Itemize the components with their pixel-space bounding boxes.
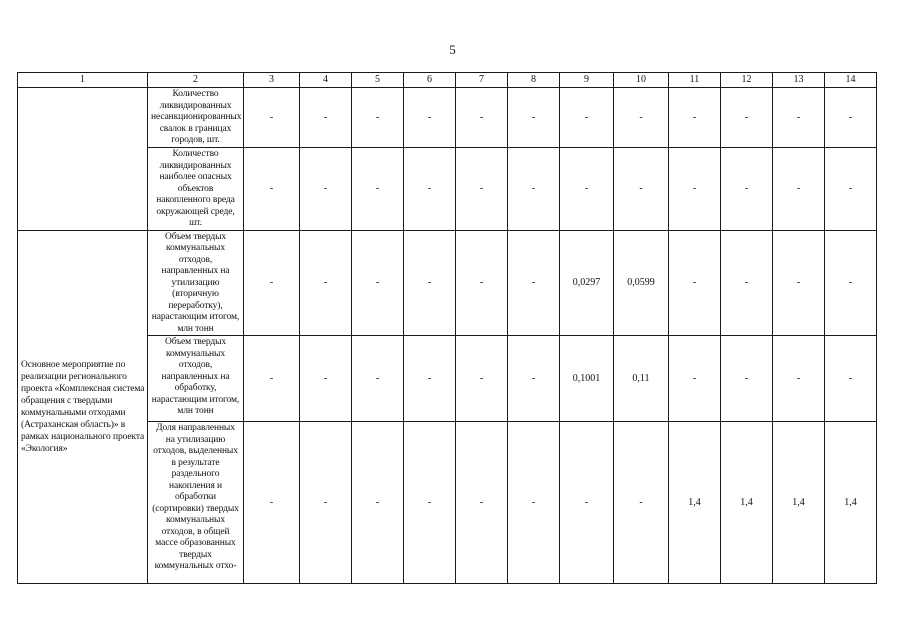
column-header: 12 (721, 73, 773, 88)
value-cell: - (669, 230, 721, 336)
value-cell: - (614, 148, 669, 231)
value-cell: - (244, 88, 300, 148)
column-header: 3 (244, 73, 300, 88)
value-cell: - (244, 148, 300, 231)
value-cell: - (404, 422, 456, 584)
value-cell: 1,4 (825, 422, 877, 584)
indicator-cell: Количество ликвидированных несанкционированных свалок в границах городов, шт. (148, 88, 244, 148)
column-header: 7 (456, 73, 508, 88)
value-cell: - (244, 422, 300, 584)
value-cell: - (352, 422, 404, 584)
value-cell: - (721, 230, 773, 336)
column-header: 11 (669, 73, 721, 88)
column-header: 13 (773, 73, 825, 88)
value-cell: - (456, 422, 508, 584)
value-cell: - (352, 230, 404, 336)
value-cell: - (773, 230, 825, 336)
indicator-cell: Количество ликвидированных наиболее опасных объектов накопленного вреда окружающей среде, шт. (148, 148, 244, 231)
indicator-text: Доля направленных на утилизацию отходов, выделенных в результате раздельного накопления и обработки (сортировки) твердых коммунальных отходов, в общей массе образованных твердых коммунальных отхо- (152, 423, 239, 571)
value-cell: - (456, 230, 508, 336)
value-cell: - (721, 148, 773, 231)
value-cell: - (614, 88, 669, 148)
value-cell: - (404, 230, 456, 336)
indicator-cell (148, 422, 244, 584)
value-cell: - (825, 336, 877, 422)
table-row (18, 230, 877, 336)
value-cell: - (560, 88, 614, 148)
value-cell: - (721, 88, 773, 148)
value-cell: - (669, 148, 721, 231)
column-header: 10 (614, 73, 669, 88)
value-cell: 1,4 (773, 422, 825, 584)
indicators-table (17, 72, 877, 584)
value-cell: - (456, 88, 508, 148)
column-header: 2 (148, 73, 244, 88)
indicator-cell: Объем твердых коммунальных отходов, направленных на утилизацию (вторичную переработку), нарастающим итогом, млн тонн (148, 230, 244, 336)
column-header: 6 (404, 73, 456, 88)
value-cell: - (669, 88, 721, 148)
value-cell: 0,1001 (560, 336, 614, 422)
value-cell: - (300, 336, 352, 422)
column-header: 9 (560, 73, 614, 88)
value-cell: - (508, 230, 560, 336)
value-cell: 0,0599 (614, 230, 669, 336)
table-row (18, 88, 877, 148)
value-cell: - (773, 148, 825, 231)
value-cell: - (244, 230, 300, 336)
value-cell: 0,0297 (560, 230, 614, 336)
value-cell: - (773, 336, 825, 422)
value-cell: - (300, 230, 352, 336)
value-cell: - (614, 422, 669, 584)
column-header: 5 (352, 73, 404, 88)
value-cell: - (352, 88, 404, 148)
value-cell: - (508, 422, 560, 584)
value-cell: - (456, 148, 508, 231)
value-cell: - (825, 230, 877, 336)
column-header: 14 (825, 73, 877, 88)
value-cell: - (508, 88, 560, 148)
value-cell: 0,11 (614, 336, 669, 422)
value-cell: - (560, 422, 614, 584)
value-cell: - (508, 336, 560, 422)
value-cell: 1,4 (669, 422, 721, 584)
value-cell: - (560, 148, 614, 231)
value-cell: - (669, 336, 721, 422)
value-cell: 1,4 (721, 422, 773, 584)
value-cell: - (456, 336, 508, 422)
value-cell: - (404, 88, 456, 148)
indicator-cell: Объем твердых коммунальных отходов, направленных на обработку, нарастающим итогом, млн тонн (148, 336, 244, 422)
empty-event-cell (18, 88, 148, 231)
value-cell: - (352, 148, 404, 231)
page-number: 5 (449, 42, 456, 57)
value-cell: - (825, 148, 877, 231)
value-cell: - (508, 148, 560, 231)
event-cell: Основное мероприятие по реализации регионального проекта «Комплексная система обращения с твердыми коммунальными отходами (Астраханская область)» в рамках национального проекта «Экология» (18, 230, 148, 584)
value-cell: - (352, 336, 404, 422)
value-cell: - (404, 336, 456, 422)
value-cell: - (773, 88, 825, 148)
column-header: 8 (508, 73, 560, 88)
value-cell: - (244, 336, 300, 422)
value-cell: - (825, 88, 877, 148)
value-cell: - (300, 422, 352, 584)
value-cell: - (404, 148, 456, 231)
column-header: 4 (300, 73, 352, 88)
header-row (18, 73, 877, 88)
column-header: 1 (18, 73, 148, 88)
value-cell: - (721, 336, 773, 422)
value-cell: - (300, 88, 352, 148)
value-cell: - (300, 148, 352, 231)
